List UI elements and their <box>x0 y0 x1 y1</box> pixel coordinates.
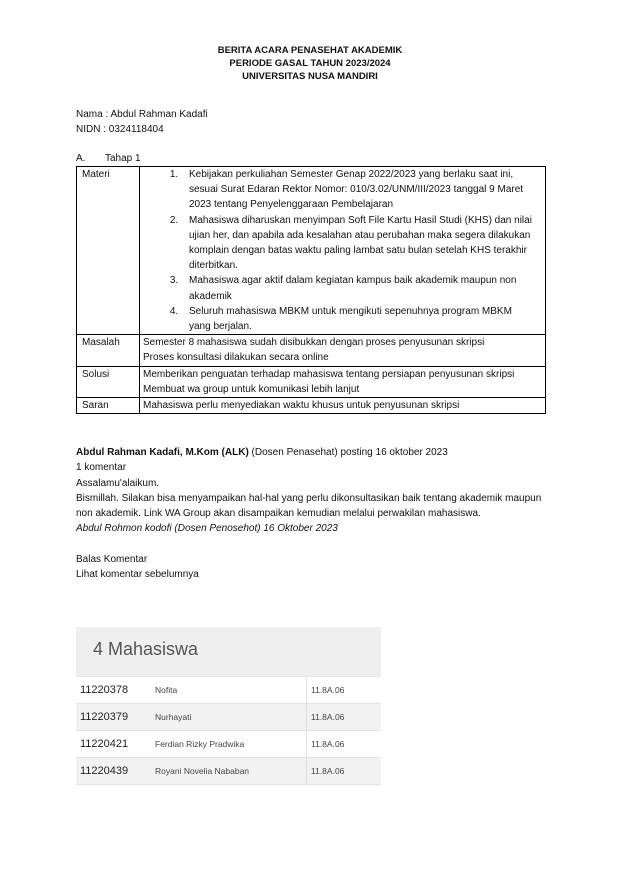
comment-author[interactable]: Abdul Rahman Kadafi, M.Kom (ALK) <box>76 447 249 458</box>
masalah-line: Semester 8 mahasiswa sudah disibukkan dengan proses penyusunan skripsi <box>143 337 485 349</box>
title-line-3: UNIVERSITAS NUSA MANDIRI <box>242 71 378 82</box>
comment-body: Bismillah. Silakan bisa menyampaikan hal-hal yang perlu dikonsultasikan baik tentang akademik maupun non akademik. Link WA Group akan disampaikan kemudian melalui perwakilan mahasiswa. <box>76 492 542 520</box>
section-number: A. <box>76 153 86 164</box>
student-class: 11.8A.06 <box>307 731 382 758</box>
student-class: 11.8A.06 <box>307 677 382 704</box>
row-masalah <box>77 335 546 366</box>
title-line-2: PERIODE GASAL TAHUN 2023/2024 <box>229 58 391 69</box>
advisor-identity <box>76 107 208 137</box>
section-title: Tahap 1 <box>105 153 141 164</box>
advisor-name: Nama : Abdul Rahman Kadafi <box>76 109 208 120</box>
student-name: Nofita <box>151 677 307 704</box>
materi-item: 2. Mahasiswa diharuskan menyimpan Soft File Kartu Hasil Studi (KHS) dan nilai ujian her, dan apabila ada kesalahan atau perubahan maka segera dilakukan komplain dengan batas waktu paling lambat satu bulan setelah KHS terakhir diterbitkan. <box>181 213 534 274</box>
student-nim: 11220378 <box>76 677 151 704</box>
student-name: Royani Novelia Nababan <box>151 758 307 785</box>
student-class: 11.8A.06 <box>307 758 382 785</box>
student-row <box>76 758 381 785</box>
materi-item: 1. Kebijakan perkuliahan Semester Genap 2022/2023 yang berlaku saat ini, sesuai Surat Edaran Rektor Nomor: 010/3.02/UNM/III/2023 tanggal 9 Maret 2023 tentang Penyelenggaraan Pembelajaran <box>181 167 534 213</box>
materi-label: Materi <box>77 167 140 335</box>
student-nim: 11220439 <box>76 758 151 785</box>
saran-content: Mahasiswa perlu menyediakan waktu khusus untuk penyusunan skripsi <box>140 398 546 414</box>
student-name: Ferdian Rizky Pradwika <box>151 731 307 758</box>
solusi-line: Membuat wa group untuk komunikasi lebih lanjut <box>143 383 360 395</box>
advisor-nidn: NIDN : 0324118404 <box>76 124 164 135</box>
student-row <box>76 704 381 731</box>
materi-item: 3. Mahasiswa agar aktif dalam kegiatan kampus baik akademik maupun non akademik <box>181 273 534 303</box>
row-materi <box>77 167 546 335</box>
row-solusi <box>77 366 546 397</box>
saran-label: Saran <box>77 398 140 414</box>
masalah-label: Masalah <box>77 335 140 366</box>
masalah-line: Proses konsultasi dilakukan secara online <box>143 352 329 364</box>
solusi-content <box>140 366 546 397</box>
solusi-label: Solusi <box>77 366 140 397</box>
comment-meta: (Dosen Penasehat) posting 16 oktober 2023 <box>248 447 448 458</box>
comment-signature: Abdul Rohmon kodofi (Dosen Penosehot) 16 Oktober 2023 <box>76 523 338 535</box>
student-name: Nurhayati <box>151 704 307 731</box>
previous-comments-link[interactable]: Lihat komentar sebelumnya <box>76 569 199 581</box>
comment-greeting: Assalamu'alaikum. <box>76 477 160 489</box>
masalah-content <box>140 335 546 366</box>
section-heading <box>76 153 141 164</box>
comment-header <box>76 445 546 460</box>
student-class: 11.8A.06 <box>307 704 382 731</box>
title-line-1: BERITA ACARA PENASEHAT AKADEMIK <box>217 45 403 56</box>
reply-comment-link[interactable]: Balas Komentar <box>76 553 148 565</box>
solusi-line: Memberikan penguatan terhadap mahasiswa tentang persiapan penyusunan skripsi <box>143 368 515 380</box>
comment-section <box>76 445 546 582</box>
materi-content <box>140 167 546 335</box>
student-row <box>76 731 381 758</box>
materi-item: 4. Seluruh mahasiswa MBKM untuk mengikuti sepenuhnya program MBKM yang berjalan. <box>181 304 534 334</box>
row-saran <box>77 398 546 414</box>
spacer <box>76 537 546 552</box>
minutes-table <box>76 166 546 414</box>
student-nim: 11220421 <box>76 731 151 758</box>
materi-list <box>143 167 542 334</box>
comment-count: 1 komentar <box>76 462 127 474</box>
student-table <box>76 677 381 785</box>
student-count-heading: 4 Mahasiswa <box>76 627 381 677</box>
document-title-block <box>0 44 620 83</box>
student-row <box>76 677 381 704</box>
student-list-screenshot <box>76 627 381 777</box>
student-nim: 11220379 <box>76 704 151 731</box>
